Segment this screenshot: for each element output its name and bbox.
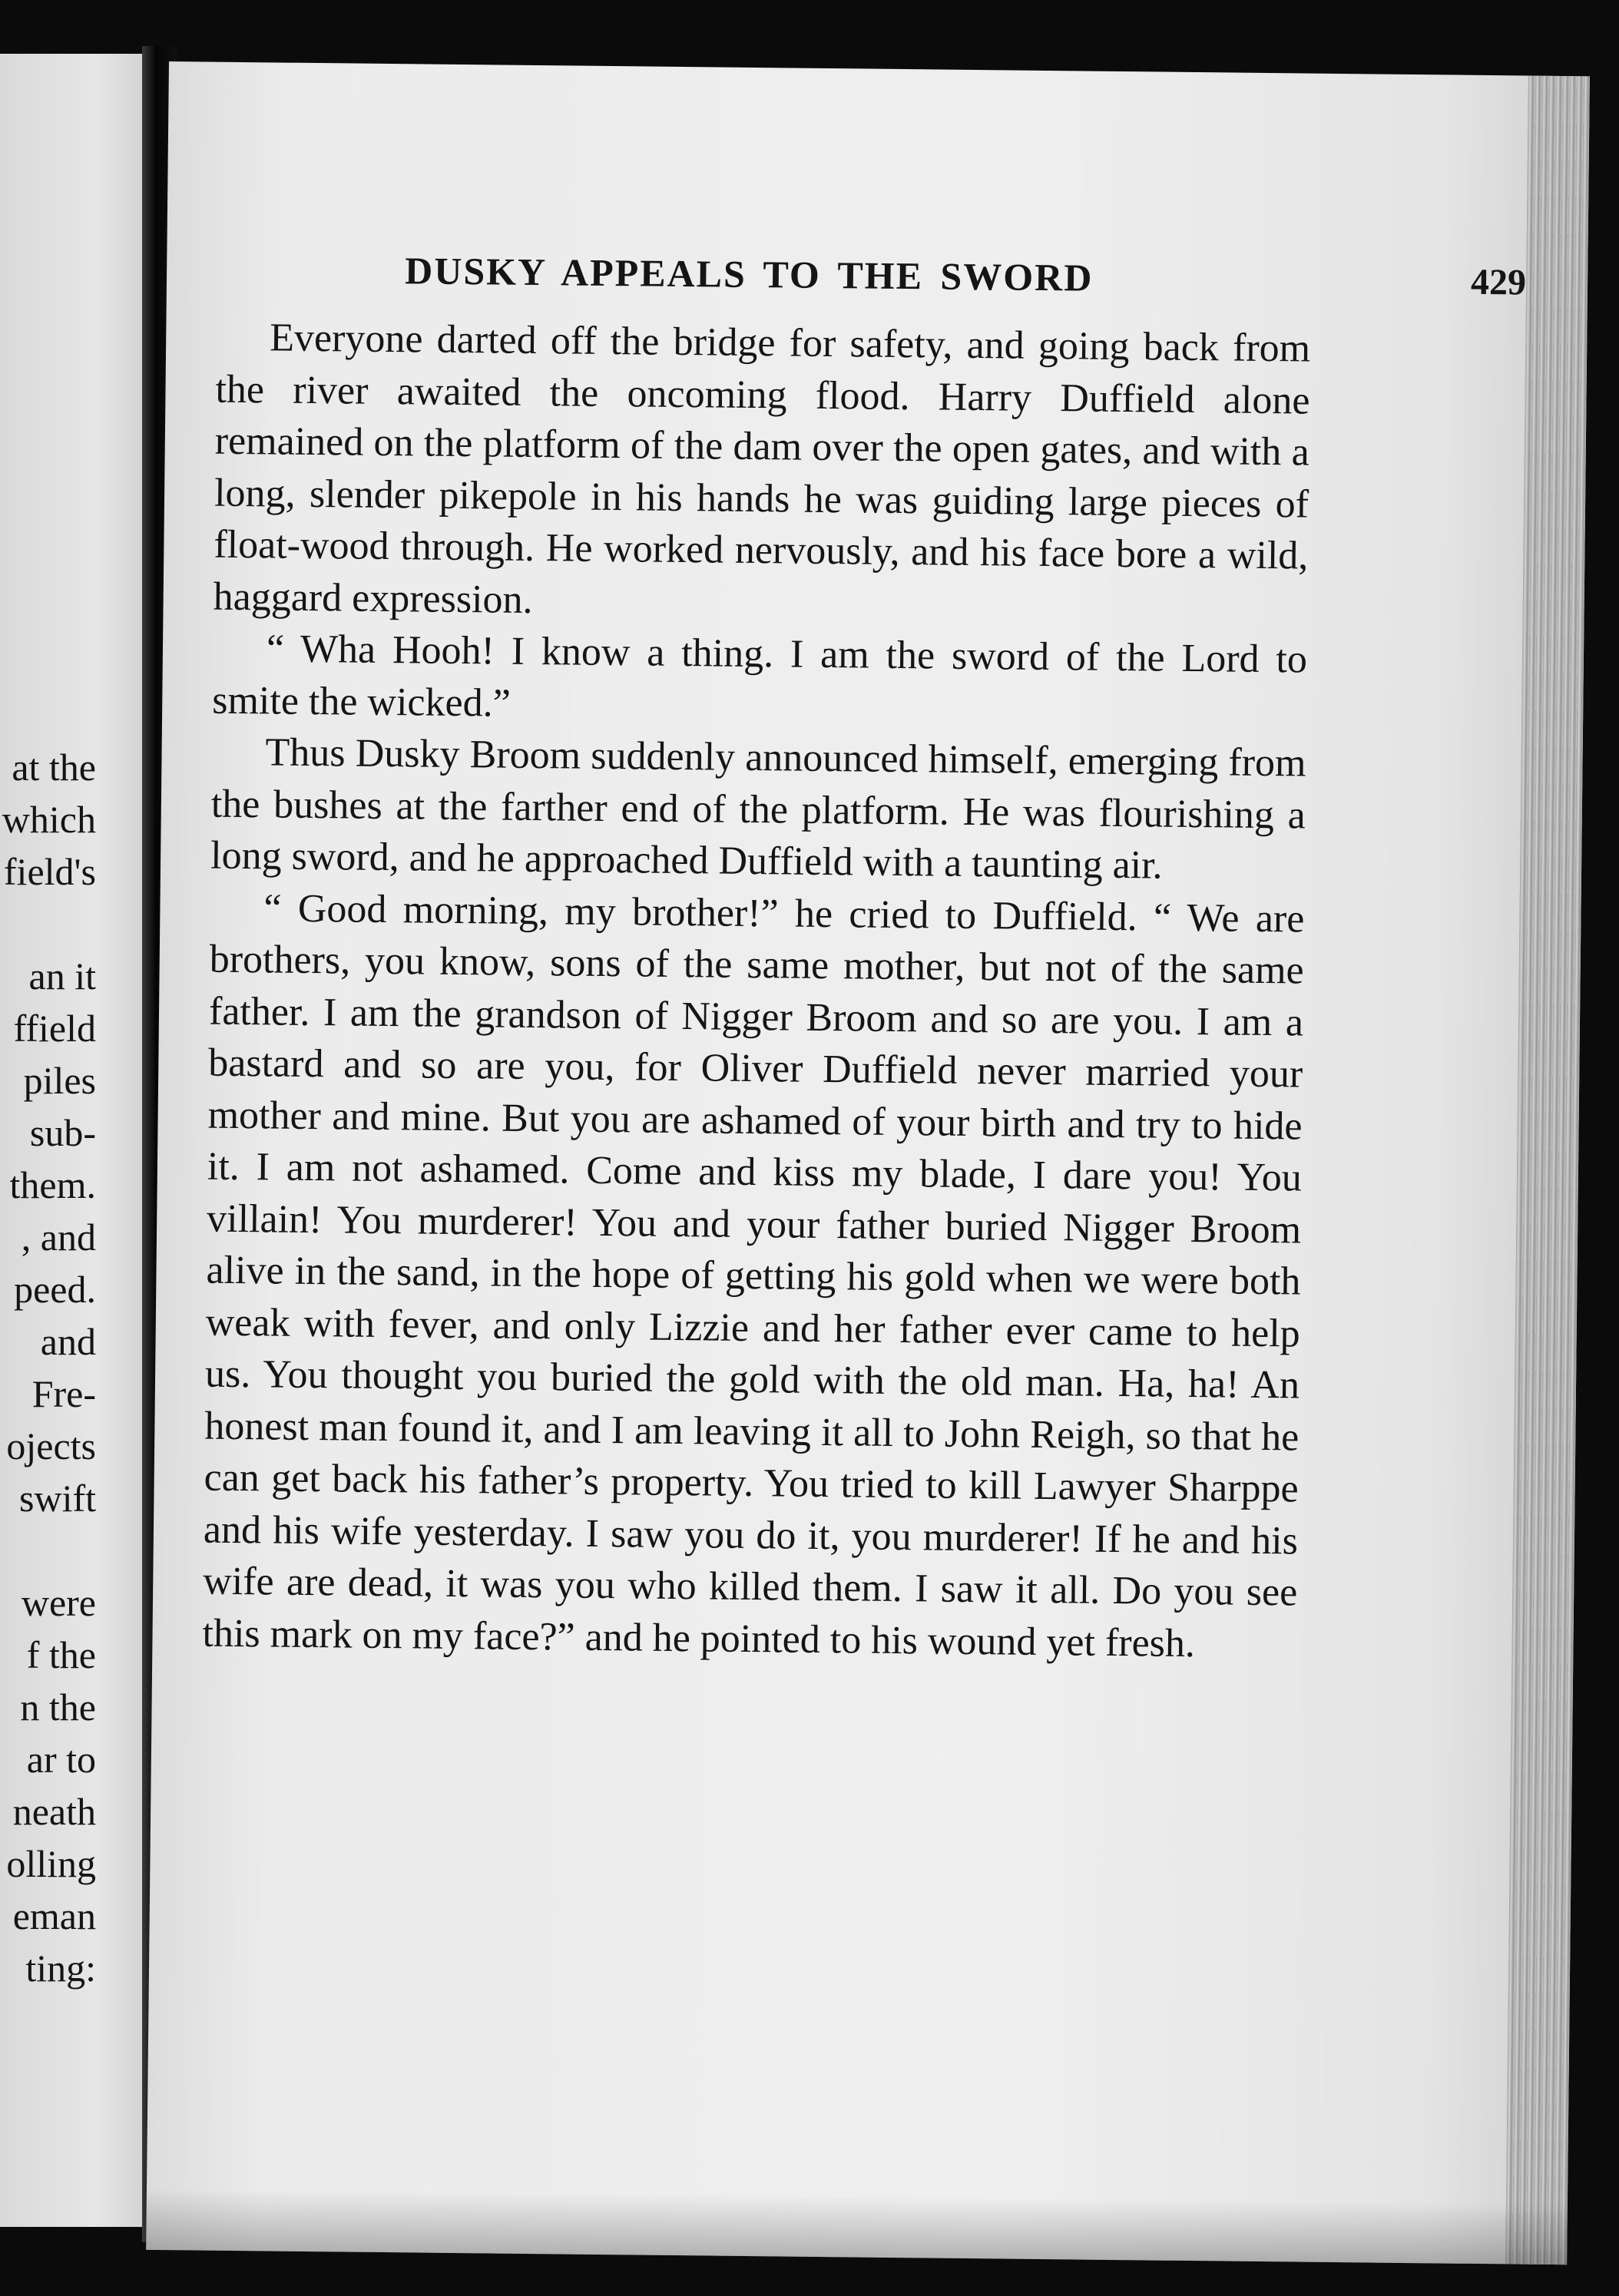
left-page-line: ojects — [6, 1424, 96, 1467]
left-page-line: at the — [12, 746, 96, 789]
left-page-line: ar to — [26, 1738, 96, 1781]
left-page-line: were — [21, 1581, 96, 1624]
left-page-line — [0, 898, 96, 950]
left-page-line: ffield — [13, 1007, 96, 1050]
paragraph: Everyone darted off the bridge for safety, and going back from the river awaited the oncoming flood. Harry Duffield alone remained on the platform of the dam over the open gates, and with a long, slender pikepole in his hands he was guiding large pieces of float-wood through. He worked nervously, and his face bore a wild, haggard expression. — [213, 316, 1311, 622]
left-page-line: f the — [26, 1633, 96, 1676]
left-page-line: , and — [21, 1216, 96, 1259]
body-text — [202, 312, 1310, 1671]
paragraph: “ Wha Hooh! I know a thing. I am the sword of the Lord to smite the wicked.” — [211, 627, 1308, 726]
left-page-line: olling — [6, 1842, 96, 1885]
left-page-line: which — [2, 798, 96, 841]
left-page-line: eman — [12, 1894, 96, 1937]
left-page-line: them. — [9, 1163, 96, 1206]
running-title: DUSKY APPEALS TO THE SWORD — [404, 249, 1094, 299]
running-head — [405, 248, 1527, 321]
left-page-line: n the — [20, 1686, 96, 1729]
left-page-line: swift — [19, 1477, 96, 1520]
left-page-line: peed. — [14, 1268, 96, 1311]
page-edges — [1505, 76, 1590, 2265]
left-page-line: ting: — [25, 1947, 96, 1990]
left-page-line: an it — [28, 954, 96, 997]
paragraph: Thus Dusky Broom suddenly announced himself, emerging from the bushes at the farther end of the platform. He was flourishing a long sword, and he approached Duffield with a taunting air. — [210, 730, 1306, 888]
left-page-line: neath — [12, 1790, 96, 1833]
left-page-line: Fre- — [31, 1372, 96, 1415]
left-page-line: sub- — [29, 1111, 96, 1154]
page-shadow — [146, 2188, 1568, 2265]
page-number: 429 — [1470, 261, 1527, 303]
left-page-line: piles — [23, 1059, 96, 1102]
left-facing-page — [0, 54, 157, 2227]
left-page-line: and — [40, 1320, 96, 1363]
left-page-line — [0, 1524, 96, 1576]
right-page — [146, 61, 1590, 2265]
paragraph: “ Good morning, my brother!” he cried to Duffield. “ We are brothers, you know, sons of the same mother, but not of the same father. I am the grandson of Nigger Broom and so are you. I am a bastard and so are you, for Oliver Duffield never married your mother and mine. But you are ashamed of your birth and try to hide it. I am not ashamed. Come and kiss my blade, I dare you! You villain! You murderer! You and your father buried Nigger Broom alive in the sand, in the hope of getting his gold when we were both weak with fever, and only Lizzie and her father ever came to help us. You thought you buried the gold with the old man. Ha, ha! An honest man found it, and I am leaving it all to John Reigh, so that he can get back his father’s property. You tried to kill Lawyer Sharppe and his wife yesterday. I saw you do it, you murderer! If he and his wife are dead, it was you who killed them. I saw it all. Do you see this mark on my face?” and he pointed to his wound yet fresh. — [202, 885, 1305, 1666]
left-page-line: field's — [3, 850, 96, 893]
left-page-text-fragments — [0, 741, 96, 1994]
